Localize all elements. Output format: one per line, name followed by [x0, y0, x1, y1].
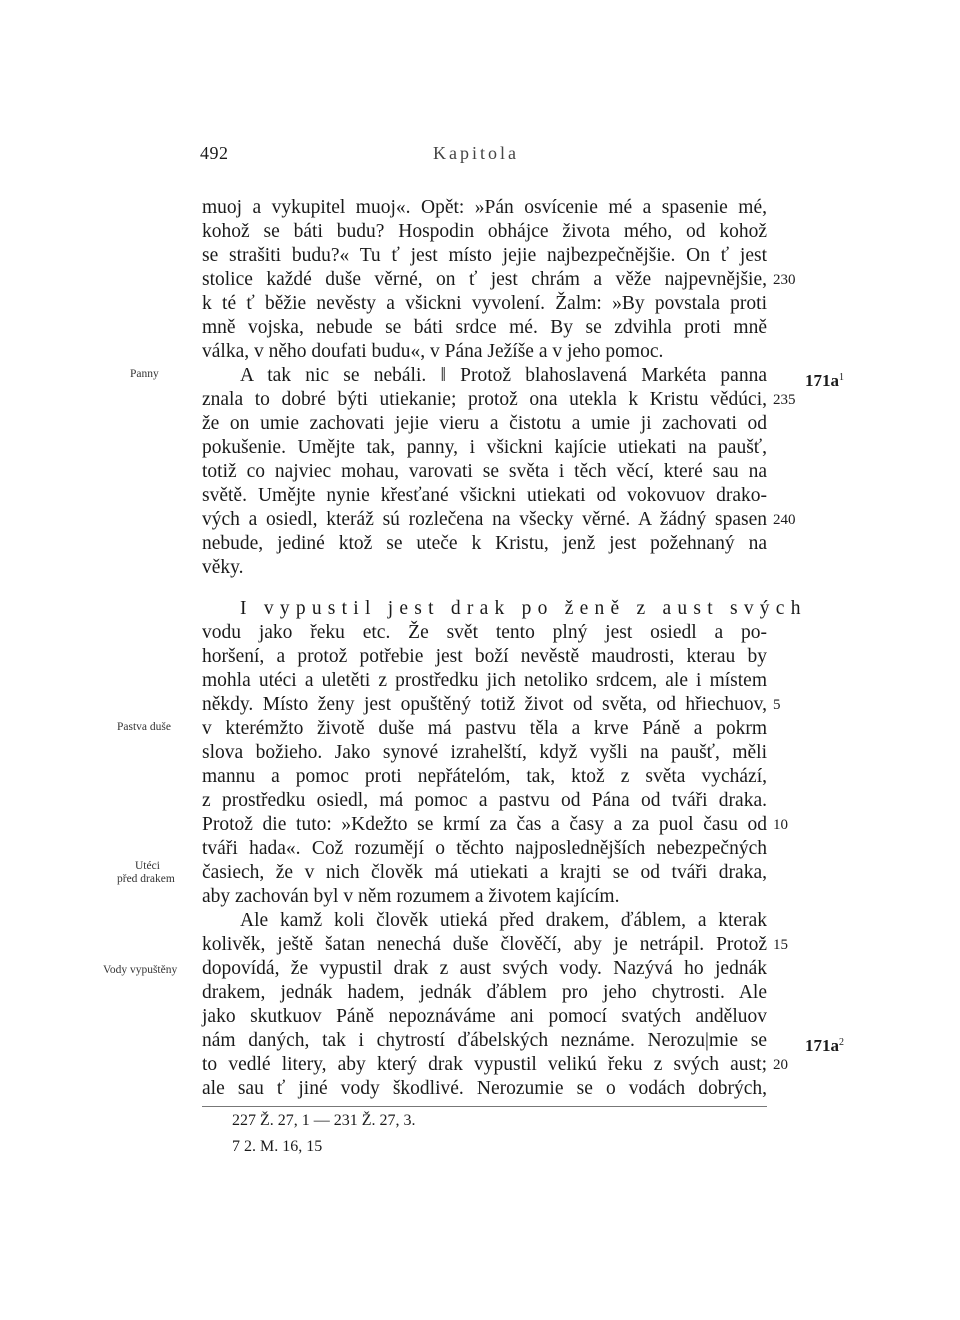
text-line: stolice každé duše věrné, on ť jest chrám a věže najpevnějšie, [202, 269, 767, 290]
text-line: mně vojska, nebude se báti srdce mé. By se zdvihla proti mně [202, 317, 767, 338]
text-line: horšení, a protož potřebie jest boží nevěstě maudrosti, kterau by [202, 646, 767, 667]
text-line: I vypustil jest drak po ženě z aust svých [240, 598, 807, 619]
page-number: 492 [200, 143, 229, 163]
text-line: v kterémžto životě duše má pastvu těla a krve Páně a pokrm [202, 718, 767, 739]
line-number: 230 [773, 272, 796, 288]
line-number: 235 [773, 392, 796, 408]
footnote: 7 2. M. 16, 15 [232, 1138, 323, 1155]
text-line: to vedlé litery, aby který drak vypustil velikú řeku z svých aust; [202, 1054, 767, 1075]
text-line: pokušenie. Umějte tak, panny, i všickni kajície utiekati na paušť, [202, 437, 767, 458]
side-note-pastva-duse: Pastva duše [117, 721, 171, 733]
text-line: totiž co najviec mohau, varovati se světa i těch věcí, které sau na [202, 461, 767, 482]
folio-sup: 2 [839, 1037, 844, 1048]
footnote-rule [202, 1106, 767, 1107]
folio-label: 171a [805, 1036, 839, 1055]
running-title: Kapitola [433, 143, 519, 163]
text-line: kohož se báti budu? Hospodin obhájce života mého, od kohož [202, 221, 767, 242]
text-line: znala to dobré býti utiekanie; protož ona utekla k Kristu vědúci, [202, 389, 767, 410]
text-line: Ale kamž koli člověk utieká před drakem, ďáblem, a kterak [240, 910, 767, 931]
text-line: mohla utéci a uletěti z prostředku jich netoliko srdcem, ale i místem [202, 670, 767, 691]
text-line: k té ť běžie nevěsty a všickni vyvolení. Žalm: »By povstala proti [202, 293, 767, 314]
text-line: věky. [202, 557, 244, 578]
line-number: 10 [773, 817, 788, 833]
text-line: válka, v něho doufati budu«, v Pána Ježíše a v jeho pomoc. [202, 341, 664, 362]
folio-sup: 1 [839, 372, 844, 383]
text-line: jako skutkuov Páně nepoznáváme ani pomocí svatých anděluov [202, 1006, 767, 1027]
side-note-uteci: Utéci [135, 860, 160, 872]
text-line: časiech, že v nich člověk má utiekati a krajti se od tváři draka, [202, 862, 767, 883]
text-line: nám daných, tak i chytrostí ďábelských neznáme. Nerozu|mie se [202, 1030, 767, 1051]
text-line: Protož die tuto: »Kdežto se krmí za čas a časy a za puol času od [202, 814, 767, 835]
side-note-panny: Panny [130, 368, 159, 380]
text-line: mannu a pomoc proti nepřátelóm, tak, ktož z světa vychází, [202, 766, 767, 787]
folio-mark [805, 1031, 844, 1058]
line-number: 240 [773, 512, 796, 528]
footnote: 227 Ž. 27, 1 — 231 Ž. 27, 3. [232, 1112, 416, 1129]
folio-mark [805, 366, 844, 393]
text-line: drakem, jednák hadem, jednák ďáblem pro jeho chytrosti. Ale [202, 982, 767, 1003]
text-line: kolivěk, ještě šatan nenechá duše člověčí, aby je netrápil. Protož [202, 934, 767, 955]
side-note-pred-drakem: před drakem [117, 873, 175, 885]
line-number: 20 [773, 1057, 788, 1073]
text-line: někdy. Místo ženy jest opuštěný totiž život od světa, od hřiechuov, [202, 694, 767, 715]
text-line: nebude, jediné ktož se uteče k Kristu, jenž jest požehnaný na [202, 533, 767, 554]
text-line: tváři hada«. Což rozumějí o těchto najposlednějších nebezpečných [202, 838, 767, 859]
text-line: světě. Umějte nynie křesťané všickni utiekati od vokovuov drako- [202, 485, 767, 506]
text-line: vých a osiedl, kteráž sú rozlečena na všecky věrné. A žádný spasen [202, 509, 767, 530]
side-note-vody-vypusteny: Vody vypuštěny [103, 964, 178, 976]
text-line: A tak nic se nebáli. ‖ Protož blahoslavená Markéta panna [240, 365, 767, 386]
text-line: že on umie zachovati jejie vieru a čistotu a umie ji zachovati od [202, 413, 767, 434]
text-line: muoj a vykupitel muoj«. Opět: »Pán osvícenie mé a spasenie mé, [202, 197, 767, 218]
text-line: vodu jako řeku etc. Že svět tento plný jest osiedl a po- [202, 622, 767, 643]
line-number: 15 [773, 937, 788, 953]
line-number: 5 [773, 697, 781, 713]
folio-label: 171a [805, 371, 839, 390]
text-line: slova božieho. Jako synové izrahelští, když vyšli na paušť, měli [202, 742, 767, 763]
text-line: aby zachován byl v něm rozumem a životem kajícím. [202, 886, 620, 907]
text-line: ale sau ť jiné vody škodlivé. Nerozumie se o vodách dobrých, [202, 1078, 767, 1099]
text-line: z prostředku osiedl, má pomoc a pastvu od Pána od tváři draka. [202, 790, 767, 811]
text-line: dopovídá, že vypustil drak z aust svých vody. Nazývá ho jednák [202, 958, 767, 979]
text-line: se strašiti budu?« Tu ť jest místo jejie najbezpečnějšie. On ť jest [202, 245, 767, 266]
